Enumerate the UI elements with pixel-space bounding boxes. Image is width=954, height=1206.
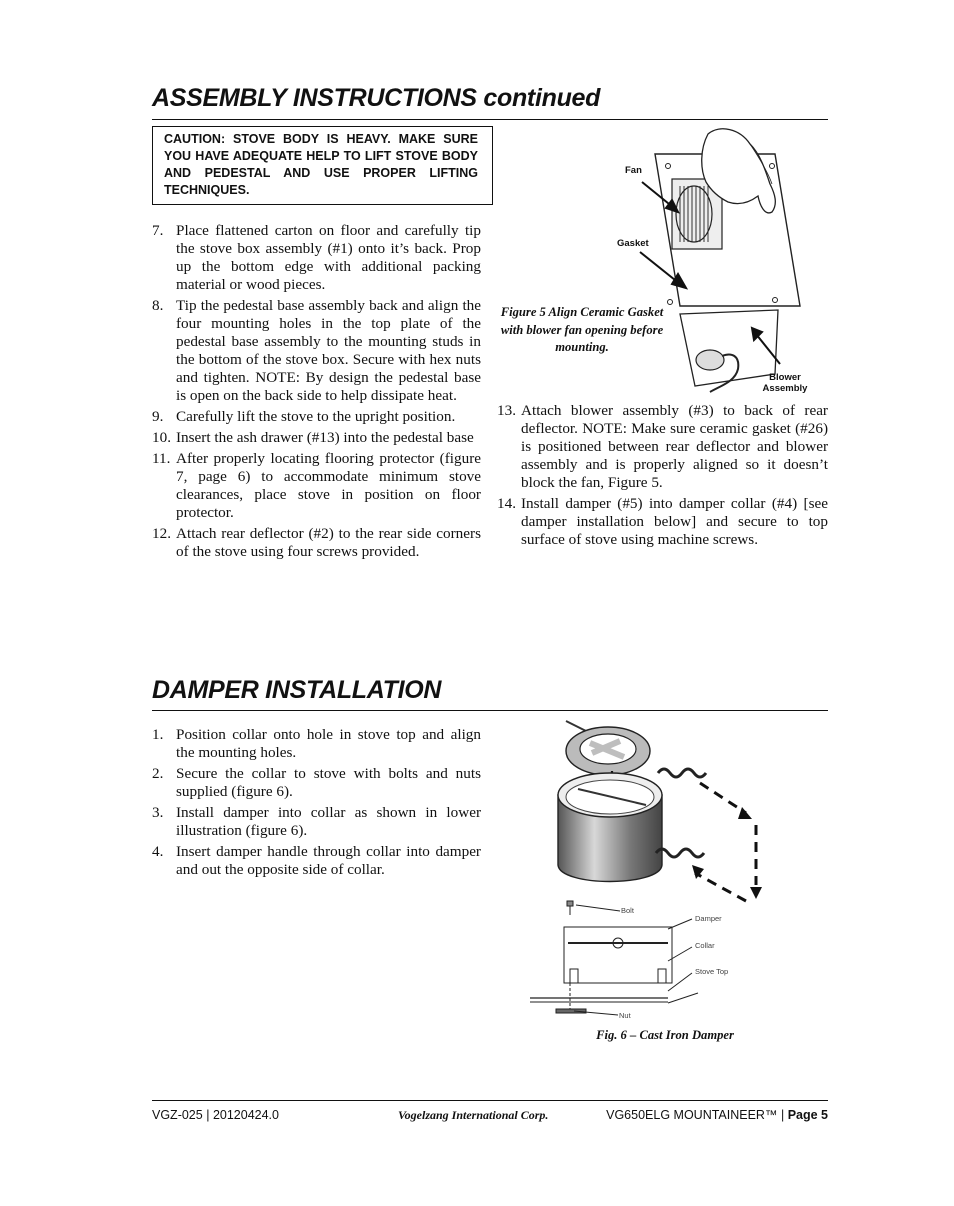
section-rule <box>152 710 828 711</box>
assembly-steps-right <box>497 402 828 552</box>
footer-company: Vogelzang International Corp. <box>398 1108 549 1122</box>
figure6-caption: Fig. 6 – Cast Iron Damper <box>596 1028 734 1042</box>
step-item: 13. Attach blower assembly (#3) to back of rear deflector. NOTE: Make sure ceramic gasket (#26) is positioned between rear deflector and blower assembly and is properly aligned so it doesn’t block the fan, Figure 5. <box>497 402 828 491</box>
figure5-label-blower: Blower Assembly <box>762 372 808 394</box>
step-item: 14. Install damper (#5) into damper collar (#4) [see damper installation below] and secure to top surface of stove using machine screws. <box>497 495 828 548</box>
figure6-illustration <box>520 715 780 1025</box>
section-title-damper: DAMPER INSTALLATION <box>152 676 442 704</box>
step-item: 11. After properly locating flooring protector (figure 7, page 6) to accommodate minimum stove clearances, place stove in position on floor protector. <box>152 450 481 521</box>
step-item: 9. Carefully lift the stove to the upright position. <box>152 408 456 425</box>
section-title-assembly: ASSEMBLY INSTRUCTIONS continued <box>152 84 601 112</box>
step-item: 7. Place flattened carton on floor and carefully tip the stove box assembly (#1) onto it’s back. Prop up the bottom edge with additional packing material or wood pieces. <box>152 222 481 293</box>
step-item: 2. Secure the collar to stove with bolts and nuts supplied (figure 6). <box>152 765 481 800</box>
doc-revision: 20120424.0 <box>212 1108 279 1122</box>
step-item: 10. Insert the ash drawer (#13) into the pedestal base <box>152 429 474 446</box>
figure6-label-damper: Damper <box>695 914 722 923</box>
damper-steps <box>152 726 481 882</box>
caution-box: CAUTION: STOVE BODY IS HEAVY. MAKE SURE YOU HAVE ADEQUATE HELP TO LIFT STOVE BODY AND PEDESTAL AND USE PROPER LIFTING TECHNIQUES. <box>152 126 493 205</box>
step-item: 3. Install damper into collar as shown in lower illustration (figure 6). <box>152 804 481 839</box>
step-item: 1. Position collar onto hole in stove top and align the mounting holes. <box>152 726 481 761</box>
step-item: 12. Attach rear deflector (#2) to the rear side corners of the stove using four screws provided. <box>152 525 481 560</box>
step-item: 4. Insert damper handle through collar into damper and out the opposite side of collar. <box>152 843 481 878</box>
footer-separator: | <box>206 1108 210 1122</box>
figure5-caption: Figure 5 Align Ceramic Gasket with blower fan opening before mounting. <box>500 305 664 354</box>
figure6-label-collar: Collar <box>695 941 715 950</box>
figure5-label-fan: Fan <box>625 165 642 176</box>
footer-page-number: Page 5 <box>787 1108 828 1122</box>
footer-model: VG650ELG MOUNTAINEER™ <box>606 1108 778 1122</box>
assembly-steps-left <box>152 222 481 564</box>
footer-separator: | <box>780 1108 785 1122</box>
footer-rule <box>152 1100 828 1101</box>
figure6-label-stovetop: Stove Top <box>695 967 729 976</box>
doc-id: VGZ-025 <box>152 1108 203 1122</box>
step-item: 8. Tip the pedestal base assembly back and align the four mounting holes in the top plate of the pedestal base assembly to the mounting studs in the bottom of the stove box. Secure with hex nuts and tighten. NOTE: By design the pedestal base is open on the back side to help dissipate heat. <box>152 297 481 404</box>
footer-model-page <box>606 1108 828 1122</box>
section-rule <box>152 119 828 120</box>
figure5-label-gasket: Gasket <box>617 238 649 249</box>
figure6-label-nut: Nut <box>619 1011 631 1020</box>
footer-doc-id <box>152 1108 279 1122</box>
figure6-label-bolt: Bolt <box>621 906 634 915</box>
